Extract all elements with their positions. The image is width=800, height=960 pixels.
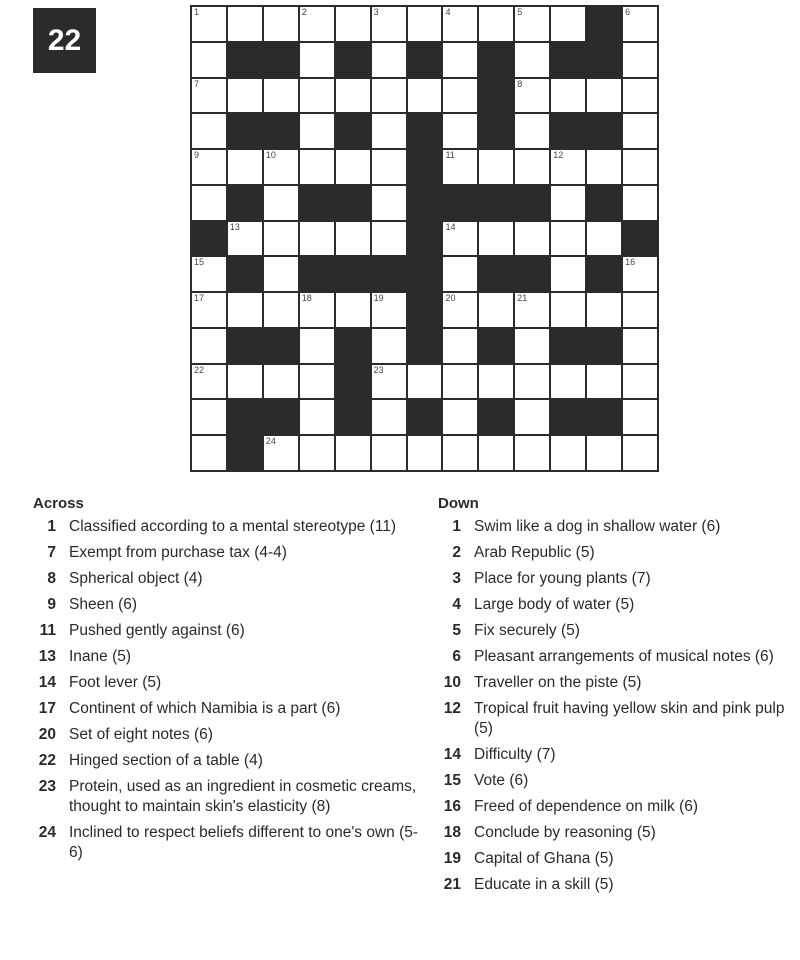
down-clue-2[interactable]: [438, 543, 798, 563]
clue-text: Large body of water (5): [474, 596, 635, 613]
grid-cell[interactable]: [551, 222, 585, 256]
grid-cell[interactable]: [443, 150, 477, 184]
black-cell: [408, 114, 442, 148]
black-cell: [587, 43, 621, 77]
grid-cell[interactable]: [192, 436, 226, 470]
cell-number: 6: [625, 7, 631, 17]
grid-cell[interactable]: [443, 436, 477, 470]
grid-cell[interactable]: [443, 329, 477, 363]
clue-text: Pleasant arrangements of musical notes (6): [474, 648, 774, 665]
black-cell: [479, 400, 513, 434]
black-cell: [551, 114, 585, 148]
grid-cell[interactable]: [515, 79, 549, 113]
cell-number: 24: [265, 436, 276, 447]
clue-number: 7: [47, 544, 56, 561]
cell-number: 21: [517, 293, 528, 304]
grid-cell[interactable]: [264, 150, 298, 184]
clue-number: 15: [443, 772, 461, 789]
cell-number: 18: [301, 293, 312, 304]
clue-number: 19: [443, 850, 461, 867]
black-cell: [551, 329, 585, 363]
grid-cell[interactable]: [551, 365, 585, 399]
grid-cell[interactable]: [443, 79, 477, 113]
grid-cell[interactable]: [192, 114, 226, 148]
black-cell: [408, 293, 442, 327]
down-clue-16[interactable]: [438, 797, 798, 817]
clue-number: 14: [443, 746, 461, 763]
black-cell: [336, 186, 370, 220]
down-clue-19[interactable]: [438, 849, 798, 869]
clue-number: 3: [452, 570, 461, 587]
grid-cell[interactable]: [228, 79, 262, 113]
grid-cell[interactable]: [300, 150, 334, 184]
grid-cell[interactable]: [300, 365, 334, 399]
grid-cell[interactable]: [623, 7, 657, 41]
black-cell: [300, 257, 334, 291]
grid-cell[interactable]: [623, 293, 657, 327]
clue-number: 2: [452, 544, 461, 561]
grid-cell[interactable]: [264, 293, 298, 327]
clue-number: 11: [39, 622, 56, 639]
black-cell: [228, 329, 262, 363]
grid-cell[interactable]: [264, 79, 298, 113]
black-cell: [300, 186, 334, 220]
clue-text: Tropical fruit having yellow skin and pink pulp (5): [474, 700, 785, 737]
clue-number: 9: [47, 596, 56, 613]
black-cell: [479, 329, 513, 363]
grid-cell[interactable]: [515, 222, 549, 256]
grid-cell[interactable]: [479, 222, 513, 256]
grid-cell[interactable]: [300, 7, 334, 41]
crossword-grid: [190, 5, 659, 472]
grid-cell[interactable]: [372, 436, 406, 470]
black-cell: [228, 186, 262, 220]
grid-cell[interactable]: [300, 436, 334, 470]
grid-cell[interactable]: [515, 43, 549, 77]
clue-text: Set of eight notes (6): [69, 726, 213, 743]
clue-number: 1: [47, 518, 56, 535]
grid-cell[interactable]: [515, 150, 549, 184]
black-cell: [515, 186, 549, 220]
black-cell: [408, 329, 442, 363]
grid-cell[interactable]: [264, 436, 298, 470]
grid-cell[interactable]: [336, 222, 370, 256]
grid-cell[interactable]: [443, 257, 477, 291]
across-clue-24[interactable]: [33, 823, 423, 863]
grid-cell[interactable]: [372, 114, 406, 148]
black-cell: [264, 329, 298, 363]
clue-number: 21: [443, 876, 461, 893]
cell-number: 20: [445, 293, 456, 304]
clue-text: Arab Republic (5): [474, 544, 595, 561]
black-cell: [408, 43, 442, 77]
clue-text: Educate in a skill (5): [474, 876, 614, 893]
grid-cell[interactable]: [443, 400, 477, 434]
clue-number: 12: [443, 700, 461, 717]
down-clue-1[interactable]: [438, 517, 798, 537]
black-cell: [479, 43, 513, 77]
cell-number: 16: [625, 257, 636, 268]
cell-number: 17: [194, 293, 205, 304]
grid-cell[interactable]: [551, 436, 585, 470]
across-clue-9[interactable]: [33, 595, 423, 615]
grid-cell[interactable]: [623, 79, 657, 113]
across-clue-7[interactable]: [33, 543, 423, 563]
grid-cell[interactable]: [300, 114, 334, 148]
grid-cell[interactable]: [623, 365, 657, 399]
clue-text: Foot lever (5): [69, 674, 162, 691]
clue-number: 22: [38, 752, 56, 769]
grid-cell[interactable]: [264, 7, 298, 41]
clue-number: 4: [452, 596, 461, 613]
grid-cell[interactable]: [551, 7, 585, 41]
grid-cell[interactable]: [300, 79, 334, 113]
grid-cell[interactable]: [515, 293, 549, 327]
across-clue-1[interactable]: [33, 517, 423, 537]
clue-number: 16: [443, 798, 461, 815]
grid-cell[interactable]: [372, 79, 406, 113]
down-heading: Down: [438, 495, 479, 512]
grid-cell[interactable]: [479, 150, 513, 184]
cell-number: 2: [301, 7, 307, 17]
grid-cell[interactable]: [623, 150, 657, 184]
clue-number: 20: [38, 726, 56, 743]
grid-cell[interactable]: [551, 293, 585, 327]
clue-text: Difficulty (7): [474, 746, 556, 763]
grid-cell[interactable]: [192, 79, 226, 113]
black-cell: [372, 257, 406, 291]
grid-cell[interactable]: [443, 293, 477, 327]
puzzle-number-badge: 22: [33, 8, 96, 73]
black-cell: [228, 43, 262, 77]
black-cell: [336, 114, 370, 148]
grid-cell[interactable]: [515, 365, 549, 399]
clue-text: Vote (6): [474, 772, 529, 789]
black-cell: [479, 257, 513, 291]
across-clue-23[interactable]: [33, 777, 423, 817]
clue-number: 6: [452, 648, 461, 665]
grid-cell[interactable]: [228, 365, 262, 399]
grid-cell[interactable]: [372, 329, 406, 363]
black-cell: [479, 79, 513, 113]
grid-cell[interactable]: [372, 186, 406, 220]
grid-cell[interactable]: [515, 7, 549, 41]
cell-number: 4: [445, 7, 451, 17]
black-cell: [587, 7, 621, 41]
down-clue-5[interactable]: [438, 621, 798, 641]
grid-cell[interactable]: [587, 79, 621, 113]
grid-cell[interactable]: [515, 400, 549, 434]
grid-cell[interactable]: [192, 186, 226, 220]
cell-number: 1: [194, 7, 200, 17]
cell-number: 19: [373, 293, 384, 304]
black-cell: [408, 150, 442, 184]
grid-cell[interactable]: [336, 7, 370, 41]
grid-cell[interactable]: [192, 257, 226, 291]
cell-number: 8: [517, 78, 523, 89]
cell-number: 13: [229, 221, 240, 232]
down-clue-3[interactable]: [438, 569, 798, 589]
clue-text: Place for young plants (7): [474, 570, 651, 587]
down-clue-4[interactable]: [438, 595, 798, 615]
grid-cell[interactable]: [264, 186, 298, 220]
grid-cell[interactable]: [300, 329, 334, 363]
grid-cell[interactable]: [372, 400, 406, 434]
down-clue-12[interactable]: [438, 699, 798, 739]
grid-cell[interactable]: [192, 150, 226, 184]
grid-cell[interactable]: [443, 365, 477, 399]
cell-number: 3: [373, 7, 379, 17]
clue-text: Conclude by reasoning (5): [474, 824, 656, 841]
grid-cell[interactable]: [336, 436, 370, 470]
black-cell: [228, 257, 262, 291]
black-cell: [336, 43, 370, 77]
grid-cell[interactable]: [479, 436, 513, 470]
grid-cell[interactable]: [515, 329, 549, 363]
cell-number: 14: [445, 221, 456, 232]
clue-number: 18: [443, 824, 461, 841]
cell-number: 7: [194, 78, 200, 89]
grid-cell[interactable]: [587, 150, 621, 184]
black-cell: [264, 43, 298, 77]
clue-number: 23: [38, 778, 56, 795]
grid-cell[interactable]: [192, 329, 226, 363]
grid-cell[interactable]: [300, 43, 334, 77]
clue-number: 24: [38, 824, 56, 841]
cell-number: 11: [445, 150, 455, 161]
grid-cell[interactable]: [623, 400, 657, 434]
grid-cell[interactable]: [264, 222, 298, 256]
grid-cell[interactable]: [587, 436, 621, 470]
black-cell: [587, 400, 621, 434]
black-cell: [587, 257, 621, 291]
grid-cell[interactable]: [264, 365, 298, 399]
grid-cell[interactable]: [587, 365, 621, 399]
black-cell: [479, 114, 513, 148]
grid-cell[interactable]: [551, 186, 585, 220]
cell-number: 5: [517, 7, 523, 17]
grid-cell[interactable]: [408, 365, 442, 399]
black-cell: [192, 222, 226, 256]
grid-cell[interactable]: [443, 222, 477, 256]
grid-cell[interactable]: [443, 43, 477, 77]
down-clue-15[interactable]: [438, 771, 798, 791]
black-cell: [336, 365, 370, 399]
grid-cell[interactable]: [587, 293, 621, 327]
black-cell: [587, 186, 621, 220]
grid-cell[interactable]: [192, 400, 226, 434]
black-cell: [515, 257, 549, 291]
black-cell: [336, 329, 370, 363]
black-cell: [264, 114, 298, 148]
clue-number: 10: [443, 674, 461, 691]
grid-cell[interactable]: [192, 7, 226, 41]
across-clue-8[interactable]: [33, 569, 423, 589]
down-clue-18[interactable]: [438, 823, 798, 843]
grid-cell[interactable]: [623, 329, 657, 363]
clue-text: Inane (5): [69, 648, 132, 665]
grid-cell[interactable]: [408, 79, 442, 113]
across-clue-20[interactable]: [33, 725, 423, 745]
grid-cell[interactable]: [336, 79, 370, 113]
grid-cell[interactable]: [228, 150, 262, 184]
grid-cell[interactable]: [372, 222, 406, 256]
black-cell: [479, 186, 513, 220]
black-cell: [443, 186, 477, 220]
grid-cell[interactable]: [228, 222, 262, 256]
black-cell: [336, 400, 370, 434]
black-cell: [587, 114, 621, 148]
clue-number: 8: [47, 570, 56, 587]
down-clue-21[interactable]: [438, 875, 798, 895]
black-cell: [228, 114, 262, 148]
grid-cell[interactable]: [408, 7, 442, 41]
black-cell: [228, 436, 262, 470]
grid-cell[interactable]: [551, 79, 585, 113]
across-heading: Across: [33, 495, 84, 512]
cell-number: 22: [194, 364, 205, 375]
down-clue-list: [438, 517, 798, 895]
grid-cell[interactable]: [551, 150, 585, 184]
grid-cell[interactable]: [408, 436, 442, 470]
black-cell: [587, 329, 621, 363]
grid-cell[interactable]: [479, 293, 513, 327]
cell-number: 23: [373, 364, 384, 375]
grid-cell[interactable]: [479, 7, 513, 41]
clue-text: Exempt from purchase tax (4-4): [69, 544, 287, 561]
grid-cell[interactable]: [300, 222, 334, 256]
across-clue-17[interactable]: [33, 699, 423, 719]
grid-cell[interactable]: [623, 43, 657, 77]
black-cell: [408, 400, 442, 434]
clue-text: Spherical object (4): [69, 570, 203, 587]
black-cell: [408, 257, 442, 291]
down-clue-14[interactable]: [438, 745, 798, 765]
down-clue-10[interactable]: [438, 673, 798, 693]
clue-text: Sheen (6): [69, 596, 138, 613]
cell-number: 15: [194, 257, 205, 268]
black-cell: [408, 222, 442, 256]
clue-text: Fix securely (5): [474, 622, 580, 639]
black-cell: [408, 186, 442, 220]
black-cell: [623, 222, 657, 256]
clue-text: Pushed gently against (6): [69, 622, 245, 639]
across-clue-22[interactable]: [33, 751, 423, 771]
across-clues-panel: [33, 495, 423, 869]
grid-cell[interactable]: [372, 43, 406, 77]
across-clue-list: [33, 517, 423, 863]
clue-text: Classified according to a mental stereotype (11): [69, 518, 397, 535]
down-clues-panel: [438, 495, 798, 901]
grid-cell[interactable]: [372, 365, 406, 399]
grid-cell[interactable]: [228, 7, 262, 41]
clue-text: Swim like a dog in shallow water (6): [474, 518, 721, 535]
grid-cell[interactable]: [192, 43, 226, 77]
grid-cell[interactable]: [264, 257, 298, 291]
grid-cell[interactable]: [336, 150, 370, 184]
grid-cell[interactable]: [623, 257, 657, 291]
grid-cell[interactable]: [623, 114, 657, 148]
black-cell: [264, 400, 298, 434]
across-clue-13[interactable]: [33, 647, 423, 667]
grid-cell[interactable]: [336, 293, 370, 327]
clue-text: Inclined to respect beliefs different to one's own (5-6): [69, 824, 419, 861]
black-cell: [551, 43, 585, 77]
grid-cell[interactable]: [515, 436, 549, 470]
grid-cell[interactable]: [228, 293, 262, 327]
grid-cell[interactable]: [300, 293, 334, 327]
clue-text: Freed of dependence on milk (6): [474, 798, 699, 815]
grid-cell[interactable]: [192, 293, 226, 327]
clue-text: Protein, used as an ingredient in cosmetic creams, thought to maintain skin's elasticity (8): [69, 778, 417, 815]
across-clue-11[interactable]: [33, 621, 423, 641]
grid-cell[interactable]: [623, 186, 657, 220]
clue-number: 17: [38, 700, 56, 717]
grid-cell[interactable]: [372, 150, 406, 184]
across-clue-14[interactable]: [33, 673, 423, 693]
clue-number: 5: [452, 622, 461, 639]
grid-cell[interactable]: [551, 257, 585, 291]
grid-cell[interactable]: [372, 7, 406, 41]
cell-number: 9: [194, 150, 200, 161]
grid-cell[interactable]: [623, 436, 657, 470]
grid-cell[interactable]: [372, 293, 406, 327]
grid-cell[interactable]: [587, 222, 621, 256]
cell-number: 10: [265, 150, 276, 161]
grid-cell[interactable]: [300, 400, 334, 434]
down-clue-6[interactable]: [438, 647, 798, 667]
clue-number: 13: [38, 648, 56, 665]
grid-cell[interactable]: [515, 114, 549, 148]
grid-cell[interactable]: [192, 365, 226, 399]
clue-number: 14: [38, 674, 56, 691]
clue-text: Capital of Ghana (5): [474, 850, 614, 867]
clue-text: Hinged section of a table (4): [69, 752, 263, 769]
clue-text: Traveller on the piste (5): [474, 674, 642, 691]
grid-cell[interactable]: [443, 7, 477, 41]
clue-number: 1: [452, 518, 461, 535]
clue-text: Continent of which Namibia is a part (6): [69, 700, 341, 717]
grid-cell[interactable]: [443, 114, 477, 148]
grid-cell[interactable]: [479, 365, 513, 399]
black-cell: [551, 400, 585, 434]
cell-number: 12: [553, 150, 564, 161]
black-cell: [228, 400, 262, 434]
black-cell: [336, 257, 370, 291]
